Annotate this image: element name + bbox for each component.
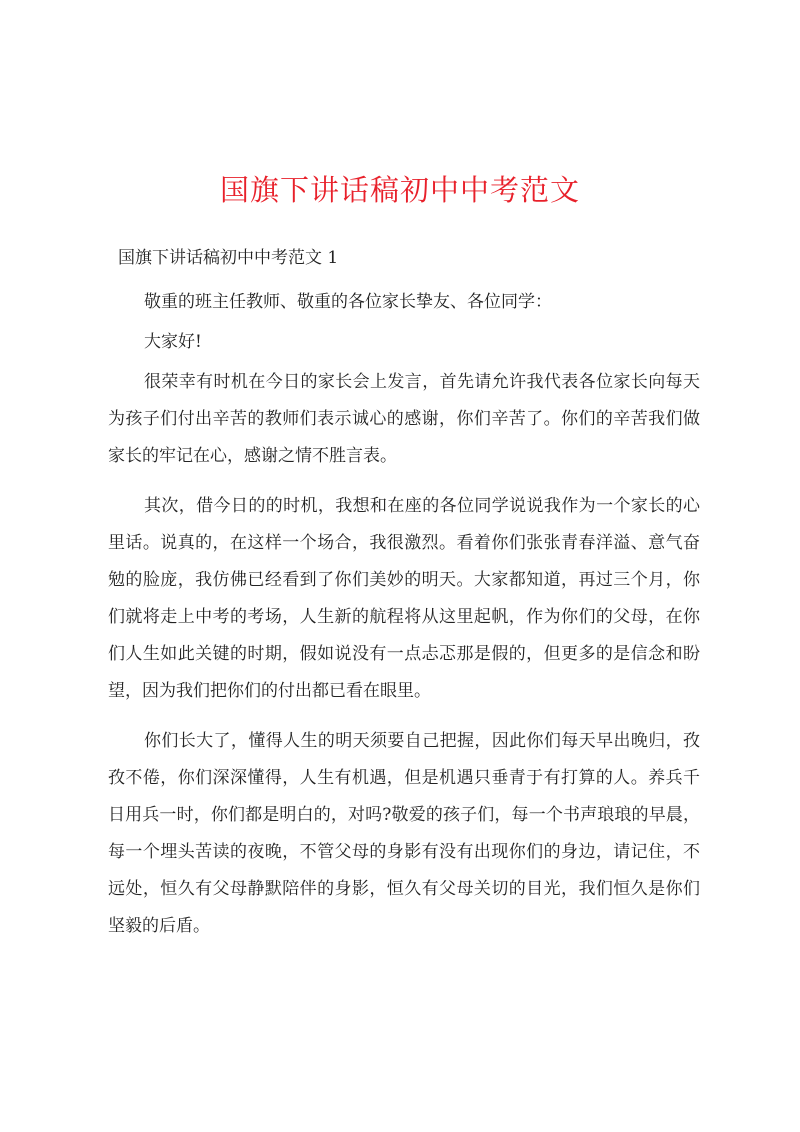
- body-paragraph-heart: 其次，借今日的的时机，我想和在座的各位同学说说我作为一个家长的心里话。说真的，在这样一个场合，我很激烈。看着你们张张青春洋溢、意气奋勉的脸庞，我仿佛已经看到了你们美妙的明天。大家都知道，再过三个月，你们就将走上中考的考场，人生新的航程将从这里起帆，作为你们的父母，在你们人生如此关键的时期，假如说没有一点忐忑那是假的，但更多的是信念和盼望，因为我们把你们的付出都已看在眼里。: [108, 496, 700, 701]
- page-title: 国旗下讲话稿初中中考范文: [219, 173, 580, 207]
- section-heading: 国旗下讲话稿初中中考范文 1: [118, 248, 339, 268]
- body-paragraph-thanks: 很荣幸有时机在今日的家长会上发言，首先请允许我代表各位家长向每天为孩子们付出辛苦的教师们表示诚心的感谢，你们辛苦了。你们的辛苦我们做家长的牢记在心，感谢之情不胜言表。: [108, 372, 700, 466]
- salutation-paragraph: 敬重的班主任教师、敬重的各位家长挚友、各位同学：: [144, 292, 552, 312]
- body-paragraph-grown-up: 你们长大了，懂得人生的明天须要自己把握，因此你们每天早出晚归，孜孜不倦，你们深深懂得，人生有机遇，但是机遇只垂青于有打算的人。养兵千日用兵一时，你们都是明白的，对吗?敬爱的孩子们，每一个书声琅琅的早晨，每一个埋头苦读的夜晚，不管父母的身影有没有出现你们的身边，请记住，不远处，恒久有父母静默陪伴的身影，恒久有父母关切的目光，我们恒久是你们坚毅的后盾。: [108, 731, 700, 936]
- document-body: [108, 284, 700, 958]
- greeting-paragraph: 大家好!: [144, 332, 202, 352]
